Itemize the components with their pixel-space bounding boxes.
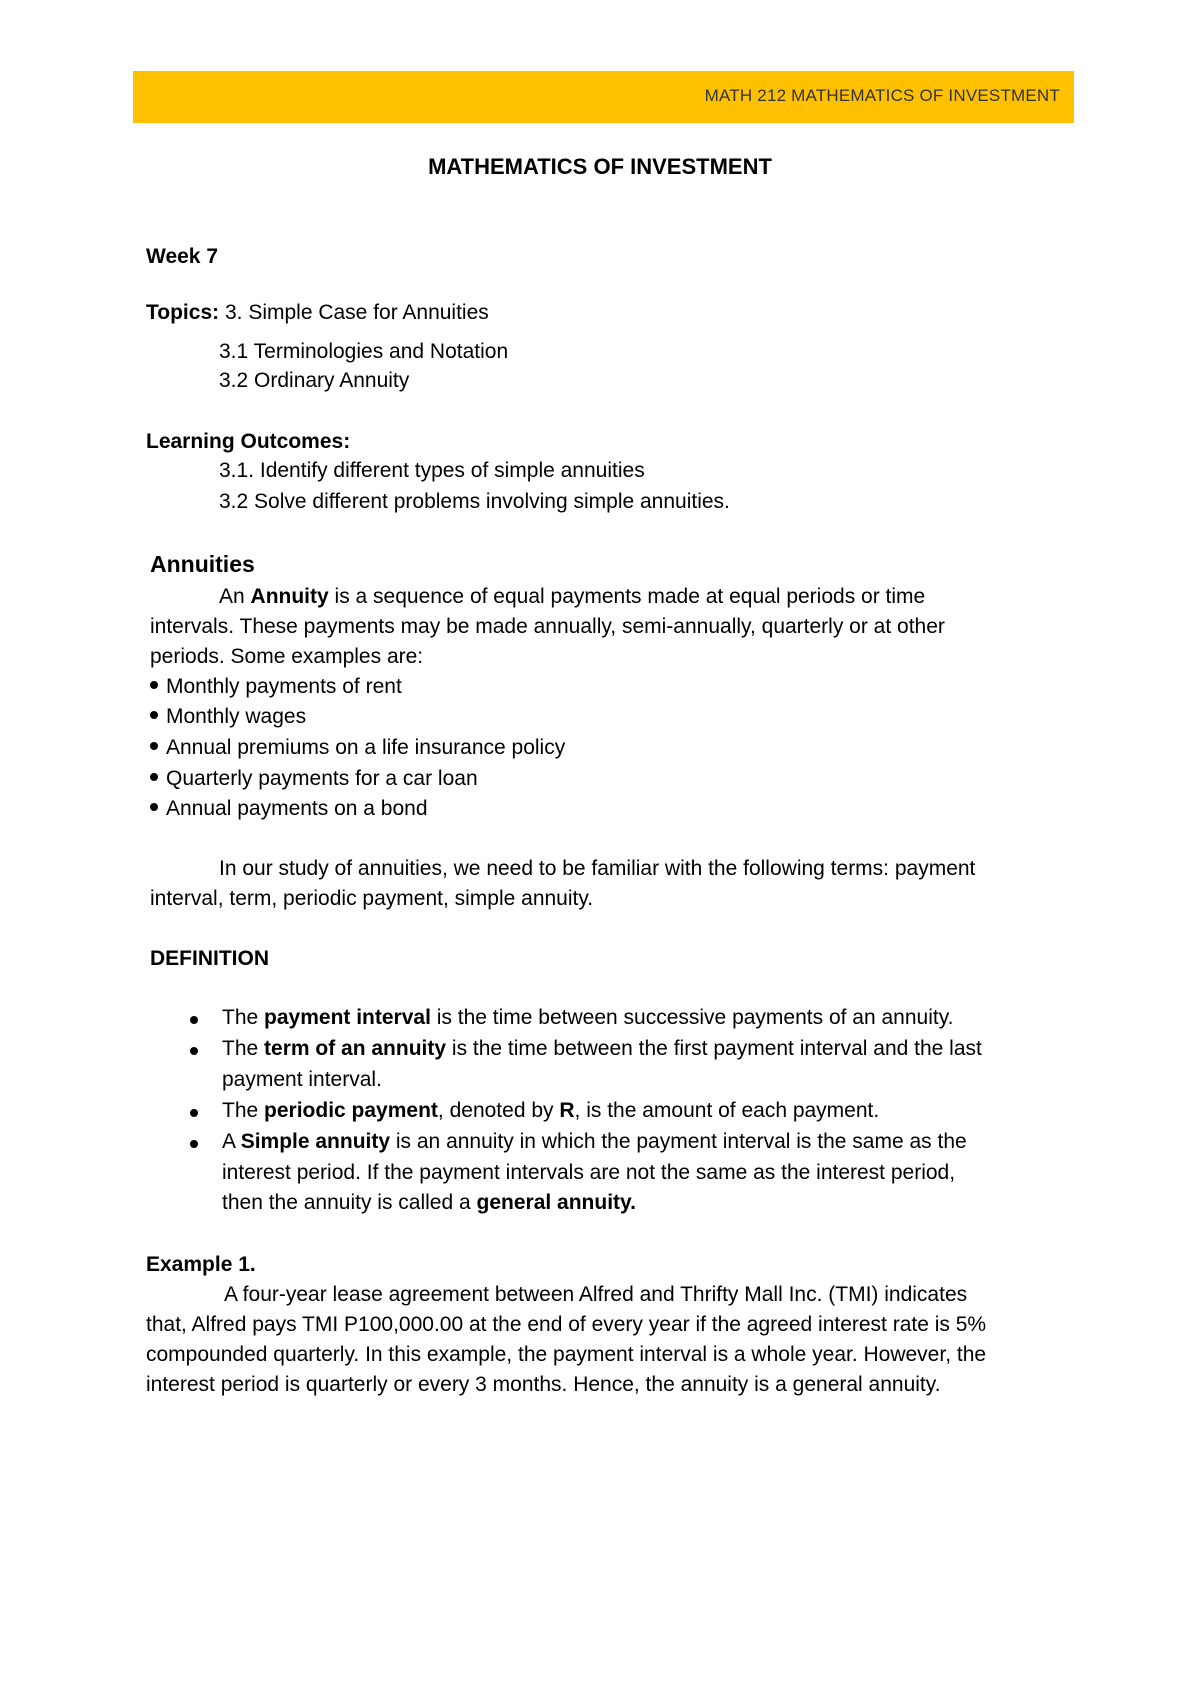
bullet-icon <box>190 1140 198 1148</box>
bullet-icon <box>190 1109 198 1117</box>
annuity-intro-line3: periods. Some examples are: <box>150 645 424 668</box>
annuity-intro-line2: intervals. These payments may be made annually, semi-annually, quarterly or at other <box>150 615 945 638</box>
bullet-icon <box>150 681 158 689</box>
definition-heading: DEFINITION <box>150 947 269 970</box>
example1-line1: A four-year lease agreement between Alfred and Thrifty Mall Inc. (TMI) indicates <box>224 1283 968 1306</box>
bullet-icon <box>150 803 158 811</box>
example1-line4: interest period is quarterly or every 3 months. Hence, the annuity is a general annuity. <box>146 1373 941 1396</box>
definition-item-cont: interest period. If the payment intervals are not the same as the interest period, <box>222 1161 956 1184</box>
definition-item: The term of an annuity is the time between the first payment interval and the last <box>222 1037 982 1060</box>
topics <box>146 301 489 325</box>
study-line1: In our study of annuities, we need to be familiar with the following terms: payment <box>219 857 976 880</box>
example1-label: Example 1. <box>146 1253 256 1276</box>
header-band <box>133 71 1074 123</box>
page-title: MATHEMATICS OF INVESTMENT <box>428 154 772 179</box>
definition-item: A Simple annuity is an annuity in which the payment interval is the same as the <box>222 1130 967 1153</box>
definition-item-cont: payment interval. <box>222 1068 382 1091</box>
topic-sub-1: 3.1 Terminologies and Notation <box>219 340 509 363</box>
bullet-icon <box>190 1047 198 1055</box>
list-item: Annual payments on a bond <box>150 797 428 821</box>
list-item: Quarterly payments for a car loan <box>150 767 478 791</box>
learning-outcome-2: 3.2 Solve different problems involving simple annuities. <box>219 490 730 513</box>
definition-item: The payment interval is the time between successive payments of an annuity. <box>222 1006 954 1029</box>
topic-sub-2: 3.2 Ordinary Annuity <box>219 369 410 392</box>
bullet-icon <box>150 773 158 781</box>
example1-line2: that, Alfred pays TMI P100,000.00 at the end of every year if the agreed interest rate is 5% <box>146 1313 987 1336</box>
list-item: Monthly wages <box>150 705 306 729</box>
list-item: Monthly payments of rent <box>150 675 402 699</box>
study-line2: interval, term, periodic payment, simple annuity. <box>150 887 594 910</box>
learning-outcome-1: 3.1. Identify different types of simple annuities <box>219 459 645 482</box>
week-label: Week 7 <box>146 245 218 268</box>
example1-line3: compounded quarterly. In this example, the payment interval is a whole year. However, the <box>146 1343 987 1366</box>
bullet-icon <box>150 711 158 719</box>
bullet-icon <box>190 1016 198 1024</box>
course-label: MATH 212 MATHEMATICS OF INVESTMENT <box>704 86 1060 105</box>
definition-item: The periodic payment, denoted by R, is the amount of each payment. <box>222 1099 880 1122</box>
topics-label: Topics: <box>146 301 220 324</box>
bullet-icon <box>150 742 158 750</box>
topics-main: 3. Simple Case for Annuities <box>224 301 489 324</box>
learning-outcomes-label: Learning Outcomes: <box>146 430 351 453</box>
list-item: Annual premiums on a life insurance policy <box>150 736 565 760</box>
definition-item-cont: then the annuity is called a general annuity. <box>222 1191 636 1214</box>
annuities-heading: Annuities <box>150 551 255 577</box>
annuity-intro-line1: An Annuity is a sequence of equal payments made at equal periods or time <box>219 585 926 608</box>
